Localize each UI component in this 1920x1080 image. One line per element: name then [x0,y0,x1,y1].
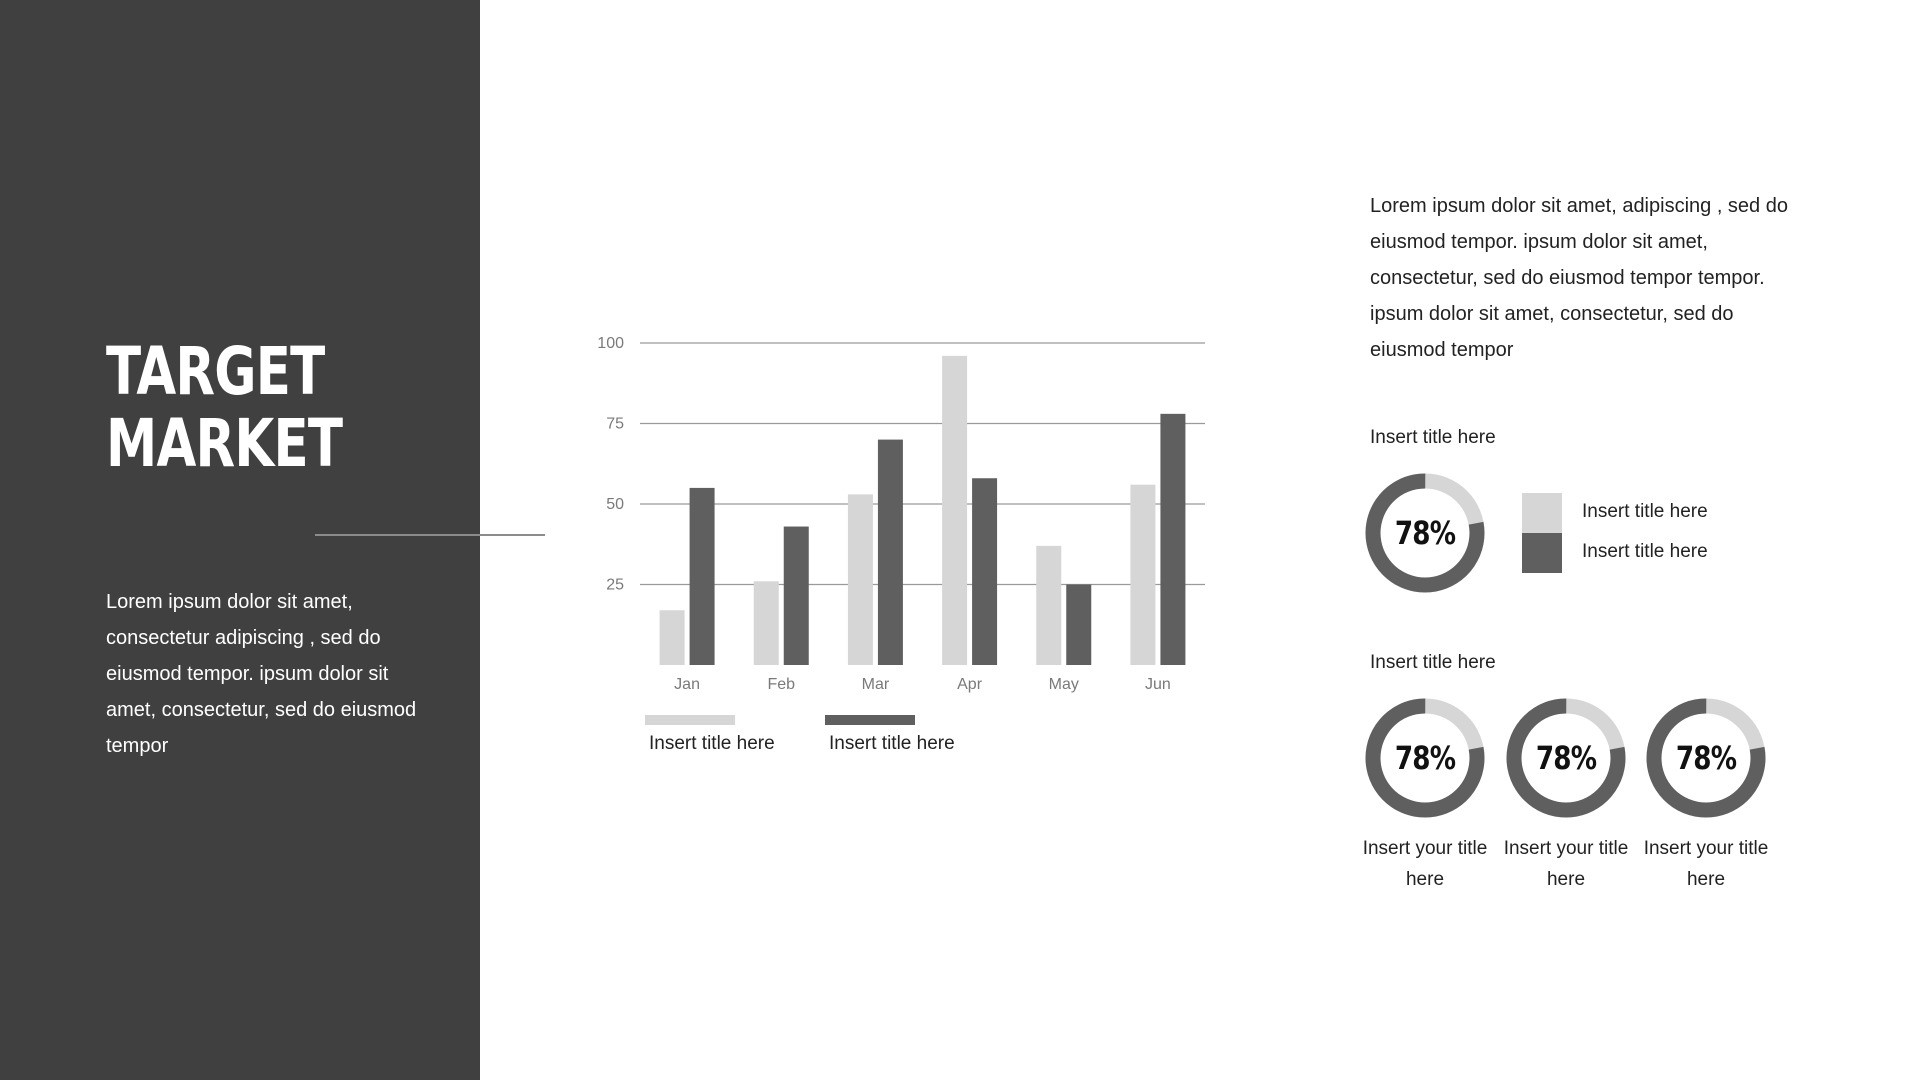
y-tick-label: 100 [597,335,624,352]
y-tick-label: 75 [606,415,624,433]
donut-2-caption: Insert your title here [1503,838,1629,890]
key-swatch-dark [1522,533,1562,573]
bar [1066,585,1091,666]
bar [660,610,685,665]
title-line-2: MARKET [106,405,343,482]
bar [784,527,809,665]
bar [972,478,997,665]
bar [848,494,873,665]
x-tick-label: Mar [861,676,890,693]
key-swatch-light [1522,493,1562,533]
bar [1036,546,1061,665]
section-title-1: Insert title here [1370,427,1496,448]
right-body-text: Lorem ipsum dolor sit amet, adipiscing , sed do eiusmod tempor. ipsum dolor sit amet, consectetur, sed do eiusmod tempor tempor. ipsum dolor sit amet, consectetur, sed do eiusmod tempor [1370,195,1788,361]
legend-label-2: Insert title here [829,733,955,754]
legend-swatch-light [645,715,735,725]
donut-3-value: 78% [1675,739,1737,777]
donut-1-caption: Insert your title here [1362,838,1488,890]
x-tick-label: May [1048,676,1079,693]
bar [878,440,903,665]
bar [942,356,967,665]
bar [754,581,779,665]
x-tick-label: Feb [767,676,796,693]
y-tick-label: 50 [606,496,624,513]
title-line-1: TARGET [106,333,325,410]
bar [1160,414,1185,665]
donut-main [1364,472,1486,594]
section-title-2: Insert title here [1370,652,1496,673]
bar [1130,485,1155,665]
x-tick-label: Jun [1145,676,1171,693]
x-tick-label: Apr [957,676,983,693]
key-label-2: Insert title here [1582,541,1708,562]
donut-2-value: 78% [1535,739,1597,777]
left-panel [0,0,480,1080]
key-label-1: Insert title here [1582,501,1708,522]
legend-label-1: Insert title here [649,733,775,754]
legend-swatch-dark [825,715,915,725]
chart-legend [640,715,1040,775]
donut-main-value: 78% [1394,514,1456,552]
donut-2 [1505,697,1627,819]
page-title [106,333,343,482]
bar-chart [590,320,1230,700]
left-body-text: Lorem ipsum dolor sit amet, consectetur adipiscing , sed do eiusmod tempor. ipsum dolor sit amet, consectetur, sed do eiusmod tempor [106,591,417,757]
connector-divider [315,534,545,536]
legend-item-2 [825,715,955,755]
y-tick-label: 25 [606,576,624,594]
donut-1-value: 78% [1394,739,1456,777]
donut-3-caption: Insert your title here [1643,838,1769,890]
donut-3 [1645,697,1767,819]
bar [690,488,715,665]
donut-1 [1364,697,1486,819]
x-tick-label: Jan [674,676,700,693]
legend-item-1 [645,715,775,755]
